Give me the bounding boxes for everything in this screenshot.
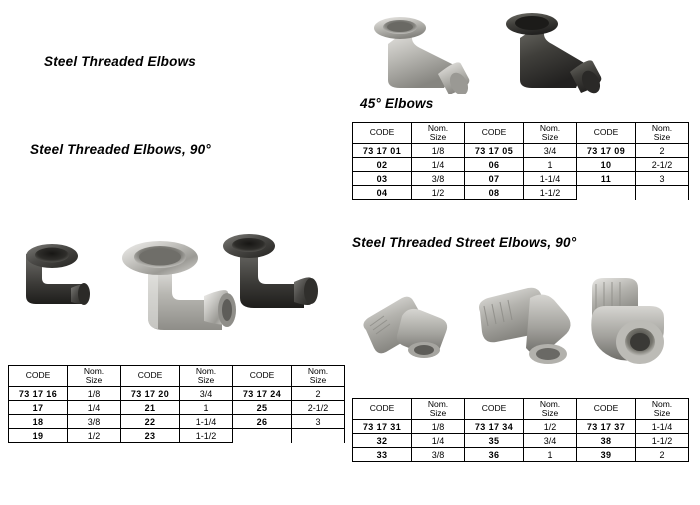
cell-size: 3/4 xyxy=(524,144,577,158)
table-elbows-90 xyxy=(8,365,345,443)
cell-code: 26 xyxy=(233,415,292,429)
cell-size: 1/4 xyxy=(68,401,121,415)
cell-size: 1/2 xyxy=(412,186,465,200)
cell-size: 1 xyxy=(524,158,577,172)
table-row xyxy=(353,158,689,172)
cell-code: 73 17 16 xyxy=(9,387,68,401)
cell-code: 33 xyxy=(353,448,412,462)
header-size-1 xyxy=(68,366,121,387)
elbow-90-galvanized-large xyxy=(122,241,236,330)
table-elbows-45 xyxy=(352,122,689,200)
cell-empty xyxy=(233,429,292,443)
street-elbow-mid xyxy=(479,288,571,364)
cell-size: 3/4 xyxy=(180,387,233,401)
header-size-line2: Size xyxy=(429,132,447,142)
header-code-2: CODE xyxy=(121,366,180,387)
header-size-line1: Nom. xyxy=(539,398,561,409)
elbow-90-dark-small xyxy=(26,244,90,305)
cell-empty xyxy=(292,429,345,443)
cell-code: 17 xyxy=(9,401,68,415)
header-size-line2: Size xyxy=(429,408,447,418)
cell-size: 1/4 xyxy=(412,434,465,448)
cell-code: 19 xyxy=(9,429,68,443)
cell-code: 73 17 34 xyxy=(465,420,524,434)
header-size-3 xyxy=(636,399,689,420)
elbow-45-galvanized xyxy=(374,17,472,94)
elbow-90-black xyxy=(223,234,318,308)
header-size-line1: Nom. xyxy=(539,122,561,133)
table-row xyxy=(9,415,345,429)
cell-code: 73 17 31 xyxy=(353,420,412,434)
cell-code: 18 xyxy=(9,415,68,429)
header-size-line2: Size xyxy=(85,375,103,385)
cell-code: 03 xyxy=(353,172,412,186)
header-size-line1: Nom. xyxy=(427,122,449,133)
table-street-elbows-90 xyxy=(352,398,689,462)
header-size-line1: Nom. xyxy=(195,365,217,376)
cell-size: 1-1/4 xyxy=(180,415,233,429)
header-size-line2: Size xyxy=(653,408,671,418)
cell-size: 1-1/4 xyxy=(524,172,577,186)
cell-size: 2 xyxy=(292,387,345,401)
header-size-1 xyxy=(412,399,465,420)
header-size-1 xyxy=(412,123,465,144)
cell-code: 73 17 20 xyxy=(121,387,180,401)
header-size-line1: Nom. xyxy=(307,365,329,376)
header-size-line1: Nom. xyxy=(427,398,449,409)
cell-code: 39 xyxy=(577,448,636,462)
section-title-elbows-45: 45° Elbows xyxy=(360,96,434,111)
cell-size: 1 xyxy=(180,401,233,415)
cell-size: 3/8 xyxy=(412,172,465,186)
cell-empty xyxy=(577,186,636,200)
cell-empty xyxy=(636,186,689,200)
table-row xyxy=(353,420,689,434)
cell-code: 10 xyxy=(577,158,636,172)
cell-code: 02 xyxy=(353,158,412,172)
cell-size: 1/8 xyxy=(412,144,465,158)
cell-code: 08 xyxy=(465,186,524,200)
section-title-street-elbows-90: Steel Threaded Street Elbows, 90° xyxy=(352,235,577,250)
street-elbows-product-photos xyxy=(352,258,692,388)
table-row xyxy=(9,401,345,415)
header-size-2 xyxy=(180,366,233,387)
section-title-elbows-90: Steel Threaded Elbows, 90° xyxy=(30,142,211,157)
page-title: Steel Threaded Elbows xyxy=(44,54,196,69)
cell-code: 32 xyxy=(353,434,412,448)
cell-code: 23 xyxy=(121,429,180,443)
street-elbow-large xyxy=(591,278,664,364)
header-size-line2: Size xyxy=(309,375,327,385)
cell-code: 06 xyxy=(465,158,524,172)
cell-code: 36 xyxy=(465,448,524,462)
table-row xyxy=(353,186,689,200)
street-elbow-small xyxy=(363,297,447,358)
cell-code: 04 xyxy=(353,186,412,200)
header-size-2 xyxy=(524,123,577,144)
header-size-3 xyxy=(636,123,689,144)
header-code-1: CODE xyxy=(353,399,412,420)
cell-size: 1-1/2 xyxy=(524,186,577,200)
elbows-45-product-photos xyxy=(370,8,630,94)
header-code-3: CODE xyxy=(577,123,636,144)
cell-code: 73 17 09 xyxy=(577,144,636,158)
table-row xyxy=(353,144,689,158)
cell-code: 22 xyxy=(121,415,180,429)
header-size-line2: Size xyxy=(653,132,671,142)
header-size-line1: Nom. xyxy=(651,398,673,409)
cell-size: 1-1/2 xyxy=(180,429,233,443)
header-size-line1: Nom. xyxy=(83,365,105,376)
cell-size: 2-1/2 xyxy=(292,401,345,415)
cell-code: 73 17 24 xyxy=(233,387,292,401)
header-size-line1: Nom. xyxy=(651,122,673,133)
header-size-line2: Size xyxy=(541,132,559,142)
cell-size: 2 xyxy=(636,144,689,158)
cell-size: 3/4 xyxy=(524,434,577,448)
cell-size: 1 xyxy=(524,448,577,462)
elbows-90-product-photos xyxy=(8,200,338,335)
table-header-row xyxy=(9,366,345,387)
cell-size: 3/8 xyxy=(68,415,121,429)
table-row xyxy=(9,387,345,401)
cell-code: 11 xyxy=(577,172,636,186)
header-size-3 xyxy=(292,366,345,387)
table-row xyxy=(353,172,689,186)
table-row xyxy=(9,429,345,443)
cell-code: 73 17 01 xyxy=(353,144,412,158)
header-code-1: CODE xyxy=(353,123,412,144)
table-row xyxy=(353,434,689,448)
header-size-2 xyxy=(524,399,577,420)
cell-code: 38 xyxy=(577,434,636,448)
header-code-1: CODE xyxy=(9,366,68,387)
table-row xyxy=(353,448,689,462)
cell-size: 3 xyxy=(292,415,345,429)
cell-size: 1/4 xyxy=(412,158,465,172)
header-size-line2: Size xyxy=(197,375,215,385)
cell-size: 1/8 xyxy=(412,420,465,434)
cell-code: 21 xyxy=(121,401,180,415)
header-code-3: CODE xyxy=(577,399,636,420)
cell-code: 73 17 05 xyxy=(465,144,524,158)
header-code-3: CODE xyxy=(233,366,292,387)
cell-size: 1/2 xyxy=(524,420,577,434)
cell-code: 07 xyxy=(465,172,524,186)
table-header-row xyxy=(353,123,689,144)
cell-size: 1-1/4 xyxy=(636,420,689,434)
table-header-row xyxy=(353,399,689,420)
header-size-line2: Size xyxy=(541,408,559,418)
elbow-45-black xyxy=(506,13,604,94)
cell-size: 3 xyxy=(636,172,689,186)
header-code-2: CODE xyxy=(465,123,524,144)
cell-size: 1/8 xyxy=(68,387,121,401)
cell-size: 3/8 xyxy=(412,448,465,462)
cell-size: 1/2 xyxy=(68,429,121,443)
cell-size: 1-1/2 xyxy=(636,434,689,448)
cell-code: 25 xyxy=(233,401,292,415)
cell-code: 73 17 37 xyxy=(577,420,636,434)
header-code-2: CODE xyxy=(465,399,524,420)
cell-size: 2 xyxy=(636,448,689,462)
cell-size: 2-1/2 xyxy=(636,158,689,172)
cell-code: 35 xyxy=(465,434,524,448)
